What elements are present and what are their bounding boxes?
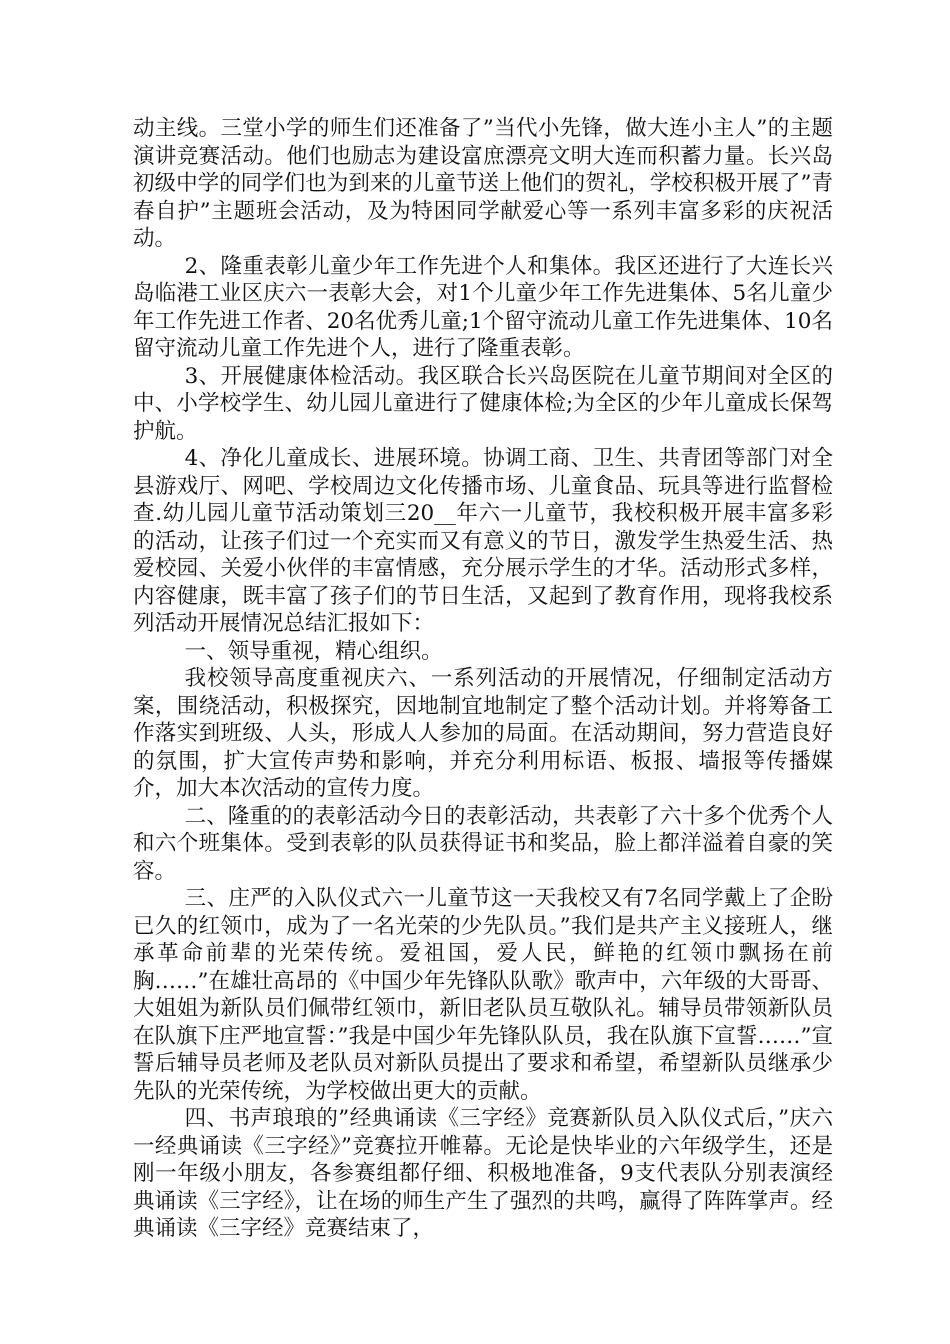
section-heading-leadership: 一、领导重视，精心组织。 <box>184 638 443 664</box>
document-page <box>133 115 833 1243</box>
paragraph-environment: 4、净化儿童成长、进展环境。协调工商、卫生、共青团等部门对全县游戏厅、网吧、学校周边文化传播市场、儿童食品、玩具等进行监督检查.幼儿园儿童节活动策划三20__年六一儿童节，我校积极开展丰富多彩的活动，让孩子们过一个充实而又有意义的节日，激发学生热爱生活、热爱校园、关爱小伙伴的丰富情感，充分展示学生的才华。活动形式多样，内容健康，既丰富了孩子们的节日生活，又起到了教育作用，现将我校系列活动开展情况总结汇报如下： <box>133 446 833 636</box>
paragraph-classic-reading: 四、书声琅琅的”经典诵读《三字经》竞赛新队员入队仪式后，”庆六一经典诵读《三字经》”竞赛拉开帷幕。无论是快毕业的六年级学生，还是刚一年级小朋友，各参赛组都仔细、积极地准备，9支代表队分别表演经典诵读《三字经》，让在场的师生产生了强烈的共鸣，赢得了阵阵掌声。经典诵读《三字经》竞赛结束了， <box>133 1106 833 1241</box>
paragraph-induction-ceremony: 三、庄严的入队仪式六一儿童节这一天我校又有7名同学戴上了企盼已久的红领巾，成为了一名光荣的少先队员。”我们是共产主义接班人，继承革命前辈的光荣传统。爱祖国，爱人民，鲜艳的红领巾飘扬在前胸……”在雄壮高昂的《中国少年先锋队队歌》歌声中，六年级的大哥哥、大姐姐为新队员们佩带红领巾，新旧老队员互敬队礼。辅导员带领新队员在队旗下庄严地宣誓：”我是中国少年先锋队队员，我在队旗下宣誓……”宣誓后辅导员老师及老队员对新队员提出了要求和希望，希望新队员继承少先队的光荣传统，为学校做出更大的贡献。 <box>133 886 833 1104</box>
paragraph-commendation: 2、隆重表彰儿童少年工作先进个人和集体。我区还进行了大连长兴岛临港工业区庆六一表彰大会，对1个儿童少年工作先进集体、5名儿童少年工作先进工作者、20名优秀儿童;1个留守流动儿童工作先进集体、10名留守流动儿童工作先进个人，进行了隆重表彰。 <box>133 253 833 361</box>
paragraph-awards: 二、隆重的的表彰活动今日的表彰活动，共表彰了六十多个优秀个人和六个班集体。受到表彰的队员获得证书和奖品，脸上都洋溢着自豪的笑容。 <box>133 803 833 884</box>
paragraph-leadership: 我校领导高度重视庆六、一系列活动的开展情况，仔细制定活动方案，围绕活动，积极探究，因地制宜地制定了整个活动计划。并将筹备工作落实到班级、人头，形成人人参加的局面。在活动期间，努力营造良好的氛围，扩大宣传声势和影响，并充分利用标语、板报、墙报等传播媒介，加大本次活动的宣传力度。 <box>133 666 833 801</box>
paragraph-health-check: 3、开展健康体检活动。我区联合长兴岛医院在儿童节期间对全区的中、小学校学生、幼儿园儿童进行了健康体检;为全区的少年儿童成长保驾护航。 <box>133 363 833 444</box>
paragraph-intro-continuation: 动主线。三堂小学的师生们还准备了”当代小先锋，做大连小主人”的主题演讲竞赛活动。他们也励志为建设富庶漂亮文明大连而积蓄力量。长兴岛初级中学的同学们也为到来的儿童节送上他们的贺礼，学校积极开展了”青春自护”主题班会活动，及为特困同学献爱心等一系列丰富多彩的庆祝活动。 <box>133 116 833 251</box>
